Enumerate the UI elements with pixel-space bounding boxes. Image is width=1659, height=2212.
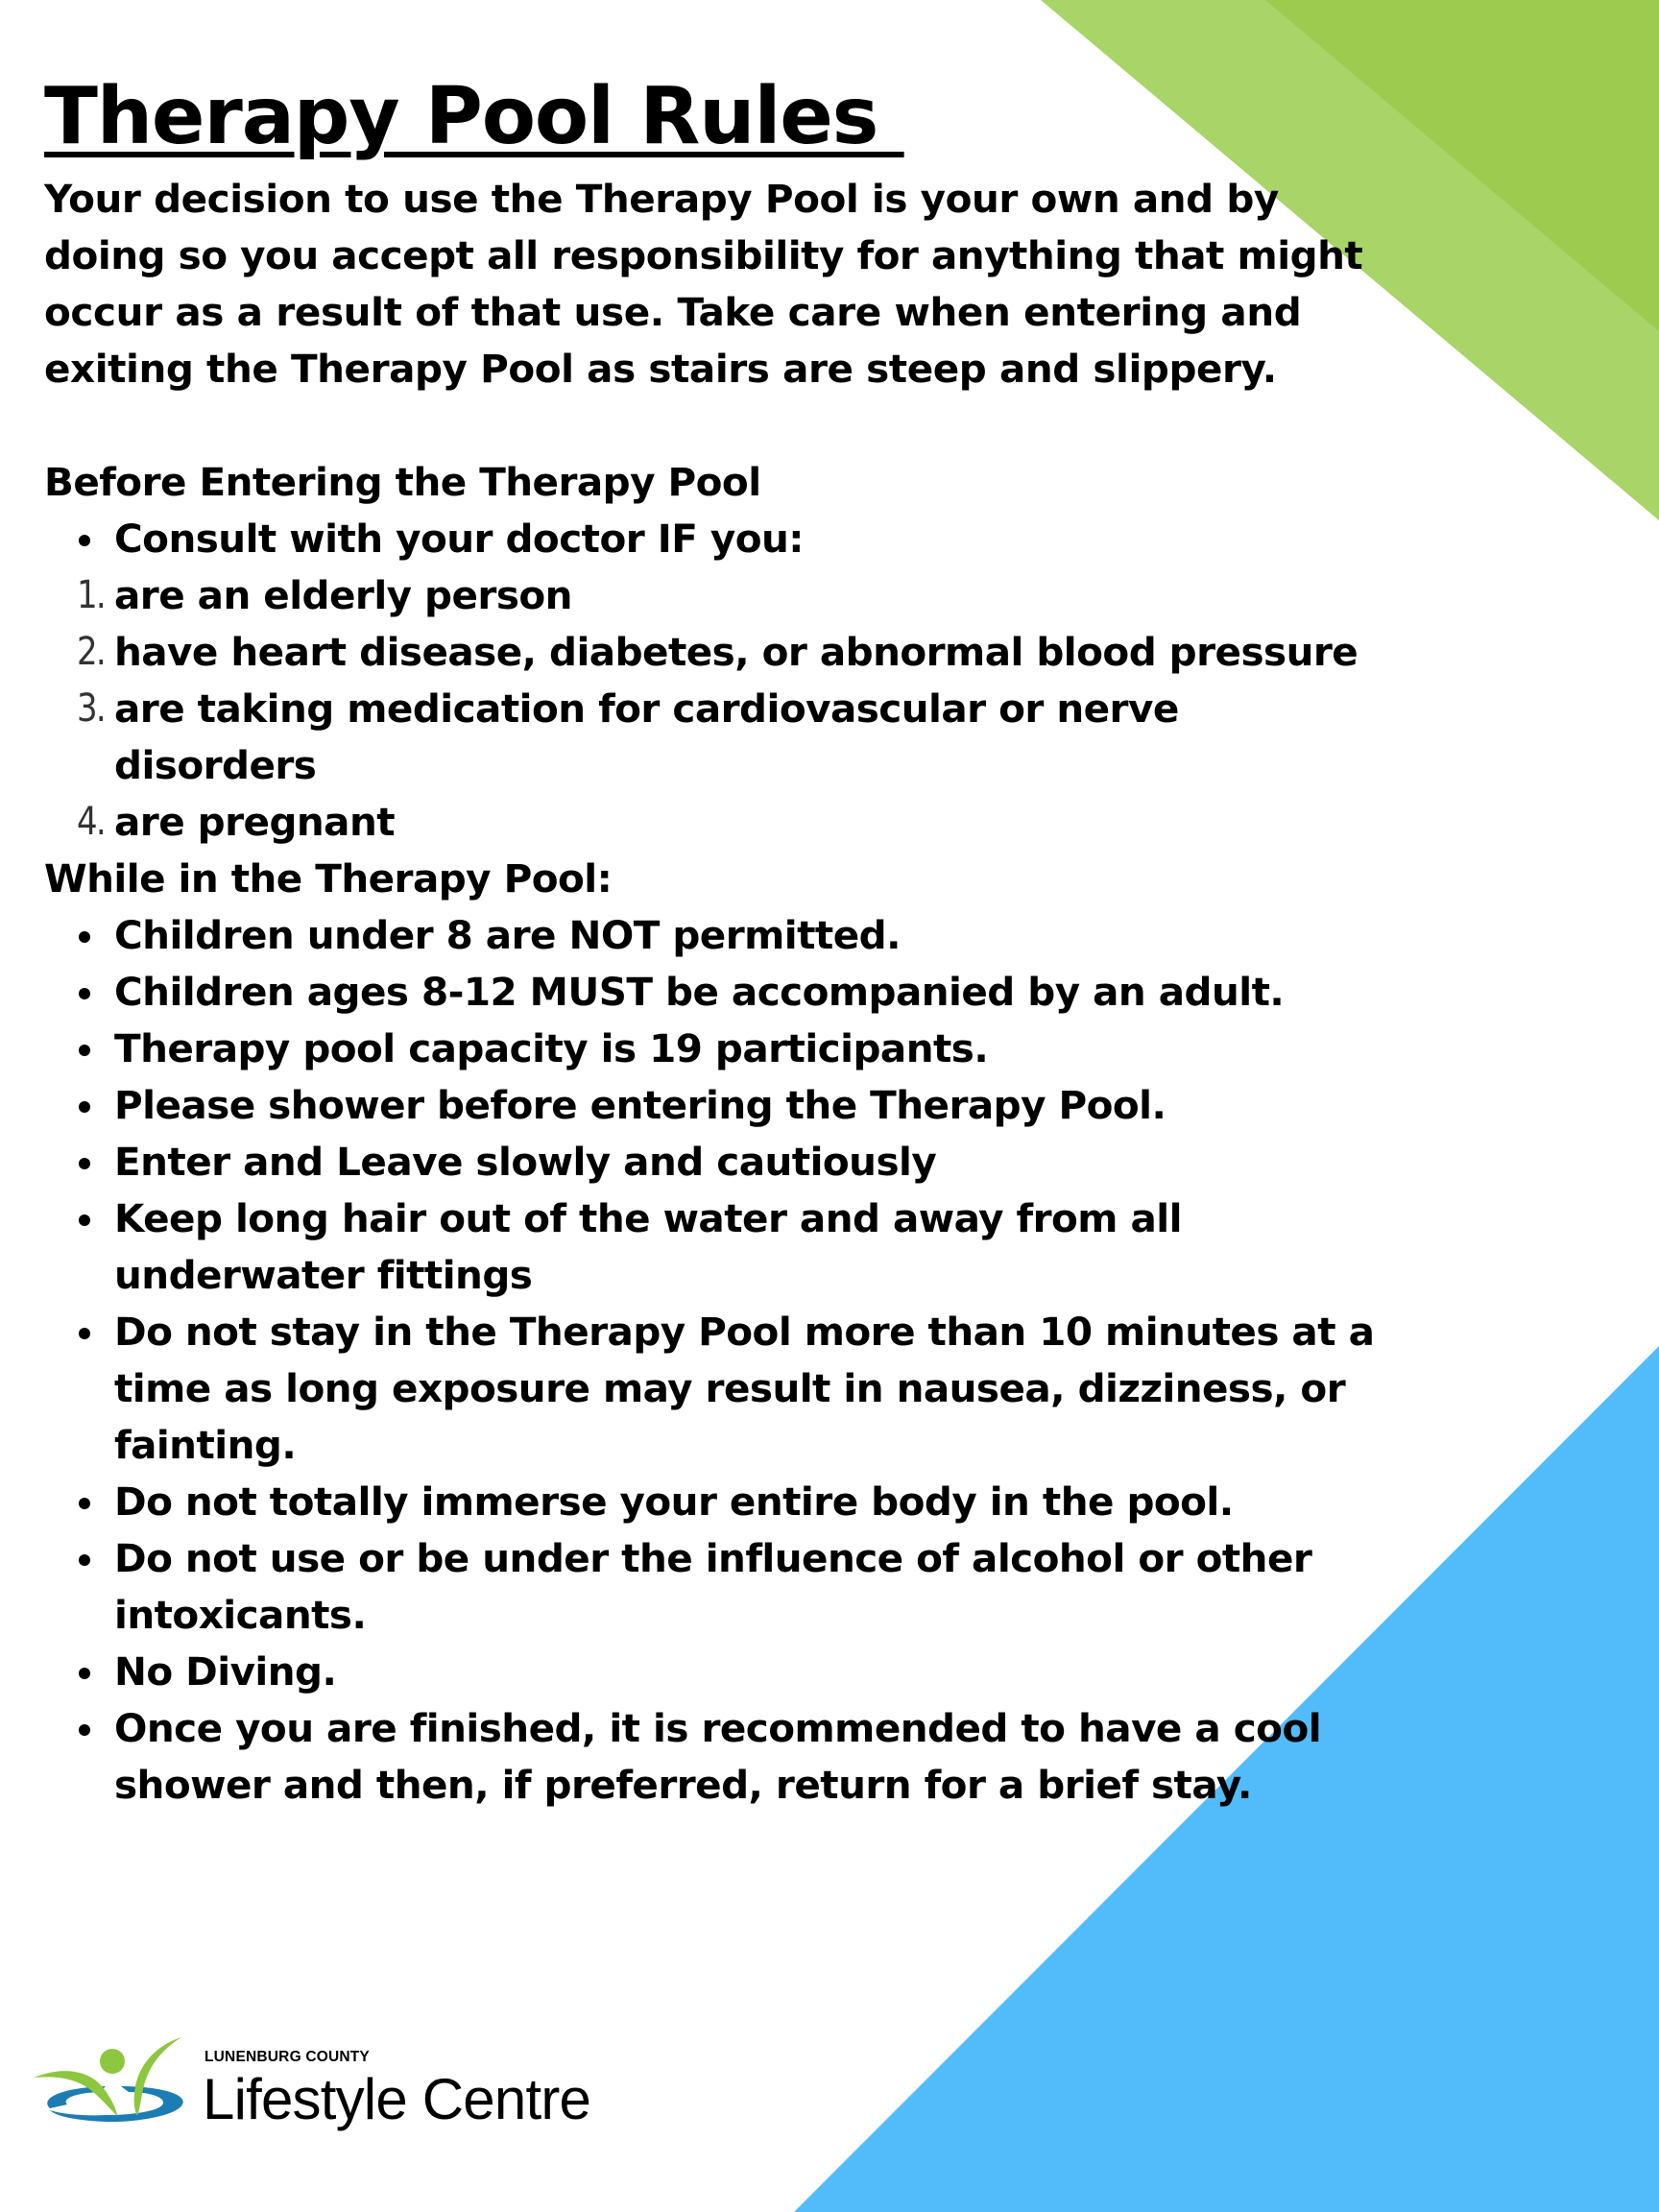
bullet-icon xyxy=(79,535,90,546)
section-heading: While in the Therapy Pool: xyxy=(44,855,613,902)
list-item-continuation: fainting. xyxy=(114,1422,297,1468)
list-item: Enter and Leave slowly and cautiously xyxy=(114,1139,937,1185)
list-number: 2. xyxy=(77,630,106,674)
bullet-icon xyxy=(79,1214,90,1226)
intro-line: Your decision to use the Therapy Pool is your own and by xyxy=(44,176,1279,222)
list-item: Children under 8 are NOT permitted. xyxy=(114,912,901,958)
bullet-icon xyxy=(79,931,90,943)
list-item-continuation: underwater fittings xyxy=(114,1252,533,1298)
numbered-item: are pregnant xyxy=(114,799,396,845)
bullet-icon xyxy=(79,1668,90,1679)
bullet-icon xyxy=(79,1554,90,1566)
list-number: 4. xyxy=(77,800,106,844)
page-title: Therapy Pool Rules xyxy=(44,71,904,162)
list-item: Please shower before entering the Therapy Pool. xyxy=(114,1082,1166,1128)
bullet-icon xyxy=(79,1328,90,1339)
intro-line: occur as a result of that use. Take care when entering and xyxy=(44,289,1302,335)
bullet-icon xyxy=(79,1045,90,1056)
list-item: Keep long hair out of the water and away from all xyxy=(114,1195,1182,1241)
list-item: No Diving. xyxy=(114,1648,337,1695)
bullet-icon xyxy=(79,1101,90,1113)
list-item: Therapy pool capacity is 19 participants. xyxy=(114,1025,989,1071)
list-item-continuation: shower and then, if preferred, return for a brief stay. xyxy=(114,1762,1252,1808)
intro-line: doing so you accept all responsibility for anything that might xyxy=(44,232,1363,278)
intro-line: exiting the Therapy Pool as stairs are steep and slippery. xyxy=(44,346,1277,392)
list-item-continuation: intoxicants. xyxy=(114,1592,367,1638)
list-item-continuation: time as long exposure may result in nausea, dizziness, or xyxy=(114,1365,1346,1411)
swimmer-figure-icon xyxy=(29,2033,197,2139)
list-item: Do not totally immerse your entire body in the pool. xyxy=(114,1479,1234,1525)
list-number: 1. xyxy=(77,573,106,617)
bullet-icon xyxy=(79,988,90,999)
list-item: Do not stay in the Therapy Pool more than 10 minutes at a xyxy=(114,1309,1375,1355)
numbered-item-continuation: disorders xyxy=(114,742,317,788)
list-number: 3. xyxy=(77,686,106,731)
section-heading: Before Entering the Therapy Pool xyxy=(44,459,761,505)
bullet-icon xyxy=(79,1498,90,1509)
bullet-icon xyxy=(79,1724,90,1736)
bullet-icon xyxy=(79,1158,90,1169)
numbered-item: have heart disease, diabetes, or abnormal blood pressure xyxy=(114,629,1358,675)
list-item: Do not use or be under the influence of alcohol or other xyxy=(114,1535,1312,1581)
list-item: Once you are finished, it is recommended to have a cool xyxy=(114,1705,1322,1751)
list-item: Consult with your doctor IF you: xyxy=(114,516,804,562)
numbered-item: are taking medication for cardiovascular or nerve xyxy=(114,685,1179,732)
logo-org-name: Lifestyle Centre xyxy=(203,2067,591,2131)
list-item: Children ages 8-12 MUST be accompanied by an adult. xyxy=(114,969,1285,1015)
logo-org-subtitle: LUNENBURG COUNTY xyxy=(204,2049,370,2065)
numbered-item: are an elderly person xyxy=(114,572,572,618)
